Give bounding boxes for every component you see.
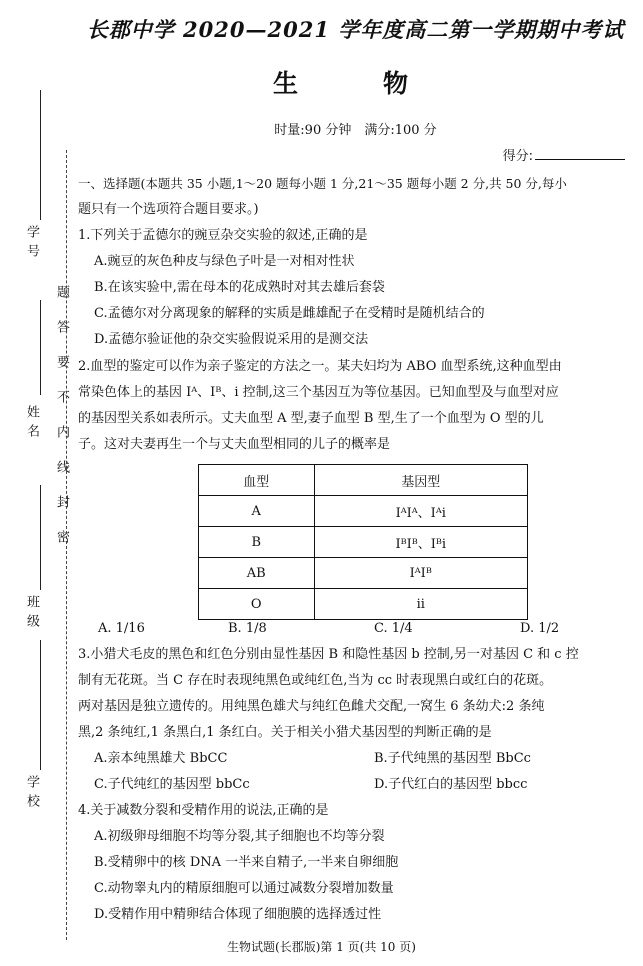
binding-margin xyxy=(0,0,70,966)
subject-title: 生 物 xyxy=(272,69,438,98)
table-cell: IᴬIᴬ、Iᴬi xyxy=(314,496,528,527)
q1-option-a[interactable]: A.豌豆的灰色种皮与绿色子叶是一对相对性状 xyxy=(94,254,355,269)
table-cell: IᴬIᴮ xyxy=(314,558,528,589)
class-blank xyxy=(40,485,41,590)
class-label: 班级 xyxy=(24,595,39,633)
question-3-stem-4: 黑,2 条纯红,1 条黑白,1 条红白。关于相关小猎犬基因型的判断正确的是 xyxy=(78,725,492,740)
q4-option-c[interactable]: C.动物睾丸内的精原细胞可以通过减数分裂增加数量 xyxy=(94,881,394,896)
table-cell: ii xyxy=(314,589,528,620)
table-header: 血型 xyxy=(199,465,315,496)
question-3-stem: 3.小猎犬毛皮的黑色和红色分别由显性基因 B 和隐性基因 b 控制,另一对基因 C 和 c 控 xyxy=(78,647,579,662)
seal-line xyxy=(66,150,67,940)
q2-option-a[interactable]: A. 1/16 xyxy=(98,621,145,636)
table-cell: AB xyxy=(199,558,315,589)
student-id-label: 学号 xyxy=(24,225,39,263)
student-id-blank xyxy=(40,90,41,220)
question-2-stem-2: 常染色体上的基因 Iᴬ、Iᴮ、i 控制,这三个基因互为等位基因。已知血型及与血型对应 xyxy=(78,385,559,400)
score-label: 得分: xyxy=(502,149,533,164)
page-footer: 生物试题(长郡版)第 1 页(共 10 页) xyxy=(227,940,416,954)
question-2-stem: 2.血型的鉴定可以作为亲子鉴定的方法之一。某夫妇均为 ABO 血型系统,这种血型由 xyxy=(78,359,562,374)
blood-type-table xyxy=(198,464,528,620)
question-2-stem-4: 子。这对夫妻再生一个与丈夫血型相同的儿子的概率是 xyxy=(78,437,391,452)
table-row xyxy=(199,558,528,589)
q2-option-b[interactable]: B. 1/8 xyxy=(228,621,267,636)
section-instructions-cont: 题只有一个选项符合题目要求。) xyxy=(78,202,259,217)
q1-option-c[interactable]: C.孟德尔对分离现象的解释的实质是雌雄配子在受精时是随机结合的 xyxy=(94,306,485,321)
table-row xyxy=(199,589,528,620)
section-instructions: 一、选择题(本题共 35 小题,1～20 题每小题 1 分,21～35 题每小题 2 分,共 50 分,每小 xyxy=(78,176,567,191)
table-cell: IᴮIᴮ、Iᴮi xyxy=(314,527,528,558)
score-field[interactable] xyxy=(503,145,625,164)
q3-option-a[interactable]: A.亲本纯黑雄犬 BbCC xyxy=(94,751,228,766)
q1-option-d[interactable]: D.孟德尔验证他的杂交实验假说采用的是测交法 xyxy=(94,332,369,347)
q4-option-a[interactable]: A.初级卵母细胞不均等分裂,其子细胞也不均等分裂 xyxy=(94,829,385,844)
exam-title: 长郡中学 2020—2021 学年度高二第一学期期中考试 xyxy=(86,17,625,42)
school-blank xyxy=(40,640,41,770)
name-blank xyxy=(40,300,41,395)
q2-option-c[interactable]: C. 1/4 xyxy=(374,621,413,636)
score-blank[interactable] xyxy=(535,159,625,160)
question-3-stem-2: 制有无花斑。当 C 存在时表现纯黑色或纯红色,当为 cc 时表现黑白或红白的花斑。 xyxy=(78,673,553,688)
q3-option-b[interactable]: B.子代纯黑的基因型 BbCc xyxy=(374,751,531,766)
question-1-stem: 1.下列关于孟德尔的豌豆杂交实验的叙述,正确的是 xyxy=(78,228,368,243)
question-3-stem-3: 两对基因是独立遗传的。用纯黑色雄犬与纯红色雌犬交配,一窝生 6 条幼犬:2 条纯 xyxy=(78,699,545,714)
time-info: 时量:90 分钟 满分:100 分 xyxy=(274,123,437,138)
table-row xyxy=(199,496,528,527)
table-header-row xyxy=(199,465,528,496)
q2-option-d[interactable]: D. 1/2 xyxy=(520,621,560,636)
table-cell: B xyxy=(199,527,315,558)
question-4-stem: 4.关于减数分裂和受精作用的说法,正确的是 xyxy=(78,803,329,818)
table-cell: A xyxy=(199,496,315,527)
q3-option-d[interactable]: D.子代红白的基因型 bbcc xyxy=(374,777,528,792)
school-label: 学校 xyxy=(24,775,39,813)
table-cell: O xyxy=(199,589,315,620)
table-header: 基因型 xyxy=(314,465,528,496)
q4-option-d[interactable]: D.受精作用中精卵结合体现了细胞膜的选择透过性 xyxy=(94,907,382,922)
q1-option-b[interactable]: B.在该实验中,需在母本的花成熟时对其去雄后套袋 xyxy=(94,280,385,295)
table-row xyxy=(199,527,528,558)
name-label: 姓名 xyxy=(24,405,39,443)
q3-option-c[interactable]: C.子代纯红的基因型 bbCc xyxy=(94,777,250,792)
q4-option-b[interactable]: B.受精卵中的核 DNA 一半来自精子,一半来自卵细胞 xyxy=(94,855,399,870)
question-2-stem-3: 的基因型关系如表所示。丈夫血型 A 型,妻子血型 B 型,生了一个血型为 O 型的儿 xyxy=(78,411,544,426)
seal-text: 题答要不内线封密 xyxy=(54,285,69,565)
